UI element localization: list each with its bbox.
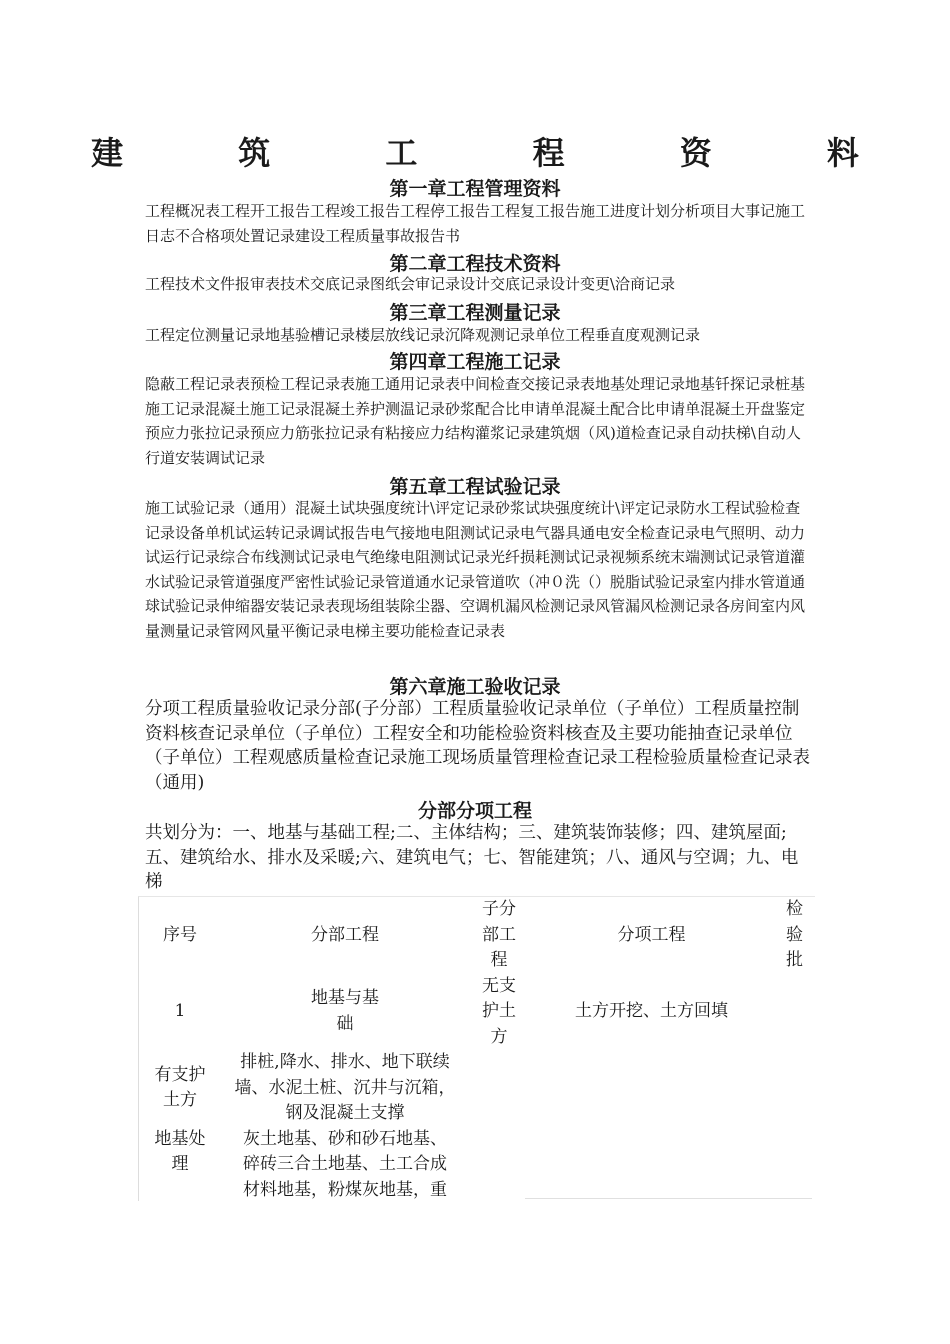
row1-subdivision: 无支护土方 xyxy=(482,975,516,1047)
header-cell-no: 序号 xyxy=(163,924,197,945)
row3-empty-3 xyxy=(774,1127,815,1202)
header-cell-subdivision: 子分部工程 xyxy=(482,899,516,970)
row2-empty-2 xyxy=(529,1050,774,1127)
chapter-2-heading: 第二章工程技术资料 xyxy=(389,253,561,275)
row3-items: 灰土地基、砂和砂石地基、碎砖三合土地基、土工合成材料地基，粉煤灰地基，重 xyxy=(243,1128,447,1200)
header-cell-items: 分项工程 xyxy=(617,924,686,945)
document-title: 建 筑 工 程 资 料 xyxy=(91,134,911,172)
chapter-6-heading: 第六章施工验收记录 xyxy=(389,676,561,698)
row1-items: 土方开挖、土方回填 xyxy=(575,1001,728,1021)
fenbu-text: 共划分为：一、地基与基础工程;二、主体结构；三、建筑装饰装修；四、建筑屋面;五、建筑给水、排水及采暖;六、建筑电气；七、智能建筑；八、通风与空调；九、电梯 xyxy=(145,823,799,892)
row1-no: 1 xyxy=(174,1001,186,1021)
chapter-2-text: 工程技术文件报审表技术交底记录图纸会审记录设计交底记录设计变更\洽商记录 xyxy=(145,275,676,293)
chapter-1-heading: 第一章工程管理资料 xyxy=(389,178,561,200)
division-table-grid xyxy=(139,897,815,1201)
table-bottom-rule xyxy=(525,1198,812,1199)
table-row xyxy=(139,1050,815,1127)
row1-batch xyxy=(774,974,815,1051)
fenbu-heading: 分部分项工程 xyxy=(417,800,532,822)
chapter-3-text: 工程定位测量记录地基验槽记录楼层放线记录沉降观测记录单位工程垂直度观测记录 xyxy=(145,326,701,344)
chapter-6-text: 分项工程质量验收记录分部(子分部）工程质量验收记录单位（子单位）工程质量控制资料核查记录单位（子单位）工程安全和功能检验资料核查及主要功能抽查记录单位（子单位）工程观感质量检查记录施工现场质量管理检查记录工程检验质量检查记录表（通用) xyxy=(145,699,810,793)
row2-empty-1 xyxy=(469,1050,529,1127)
row3-empty-2 xyxy=(529,1127,774,1202)
chapter-4-text: 隐蔽工程记录表预检工程记录表施工通用记录表中间检查交接记录表地基处理记录地基钎探记录桩基施工记录混凝土施工记录混凝土养护测温记录砂浆配合比申请单混凝土配合比申请单混凝土开盘鉴定预应力张拉记录预应力筋张拉记录有粘接应力结构灌浆记录建筑烟（风)道检查记录自动扶梯\自动人行道安装调试记录 xyxy=(145,375,806,467)
chapter-1-text: 工程概况表工程开工报告工程竣工报告工程停工报告工程复工报告施工进度计划分析项目大事记施工日志不合格项处置记录建设工程质量事故报告书 xyxy=(145,202,806,245)
row3-subdivision: 地基处理 xyxy=(154,1128,206,1174)
table-row xyxy=(139,1127,815,1202)
row3-empty-1 xyxy=(469,1127,529,1202)
row1-division: 地基与基础 xyxy=(311,988,379,1034)
chapter-5-heading: 第五章工程试验记录 xyxy=(389,476,561,498)
row2-items: 排桩,降水、排水、地下联续墙、水泥土桩、沉井与沉箱，钢及混凝土支撑 xyxy=(234,1052,456,1123)
table-row xyxy=(139,974,815,1051)
header-cell-division: 分部工程 xyxy=(311,924,379,945)
chapter-3-heading: 第三章工程测量记录 xyxy=(389,302,561,324)
table-header-row xyxy=(139,897,815,974)
chapter-5-text: 施工试验记录（通用）混凝土试块强度统计\评定记录砂浆试块强度统计\评定记录防水工程试验检查记录设备单机试运转记录调试报告电气接地电阻测试记录电气器具通电安全检查记录电气照明、动力试运行记录综合布线测试记录电气绝缘电阻测试记录光纤损耗测试记录视频系统末端测试记录管道灌水试验记录管道强度严密性试验记录管道通水记录管道吹（冲０洗（）脱脂试验记录室内排水管道通球试验记录伸缩器安装记录表现场组装除尘器、空调机漏风检测记录风管漏风检测记录各房间室内风量测量记录管网风量平衡记录电梯主要功能检查记录表 xyxy=(145,499,806,640)
division-table xyxy=(138,896,815,1201)
row2-subdivision: 有支护土方 xyxy=(154,1064,206,1111)
row2-empty-3 xyxy=(774,1050,815,1127)
chapter-4-heading: 第四章工程施工记录 xyxy=(389,351,561,373)
header-cell-batch: 检验批 xyxy=(786,899,803,970)
